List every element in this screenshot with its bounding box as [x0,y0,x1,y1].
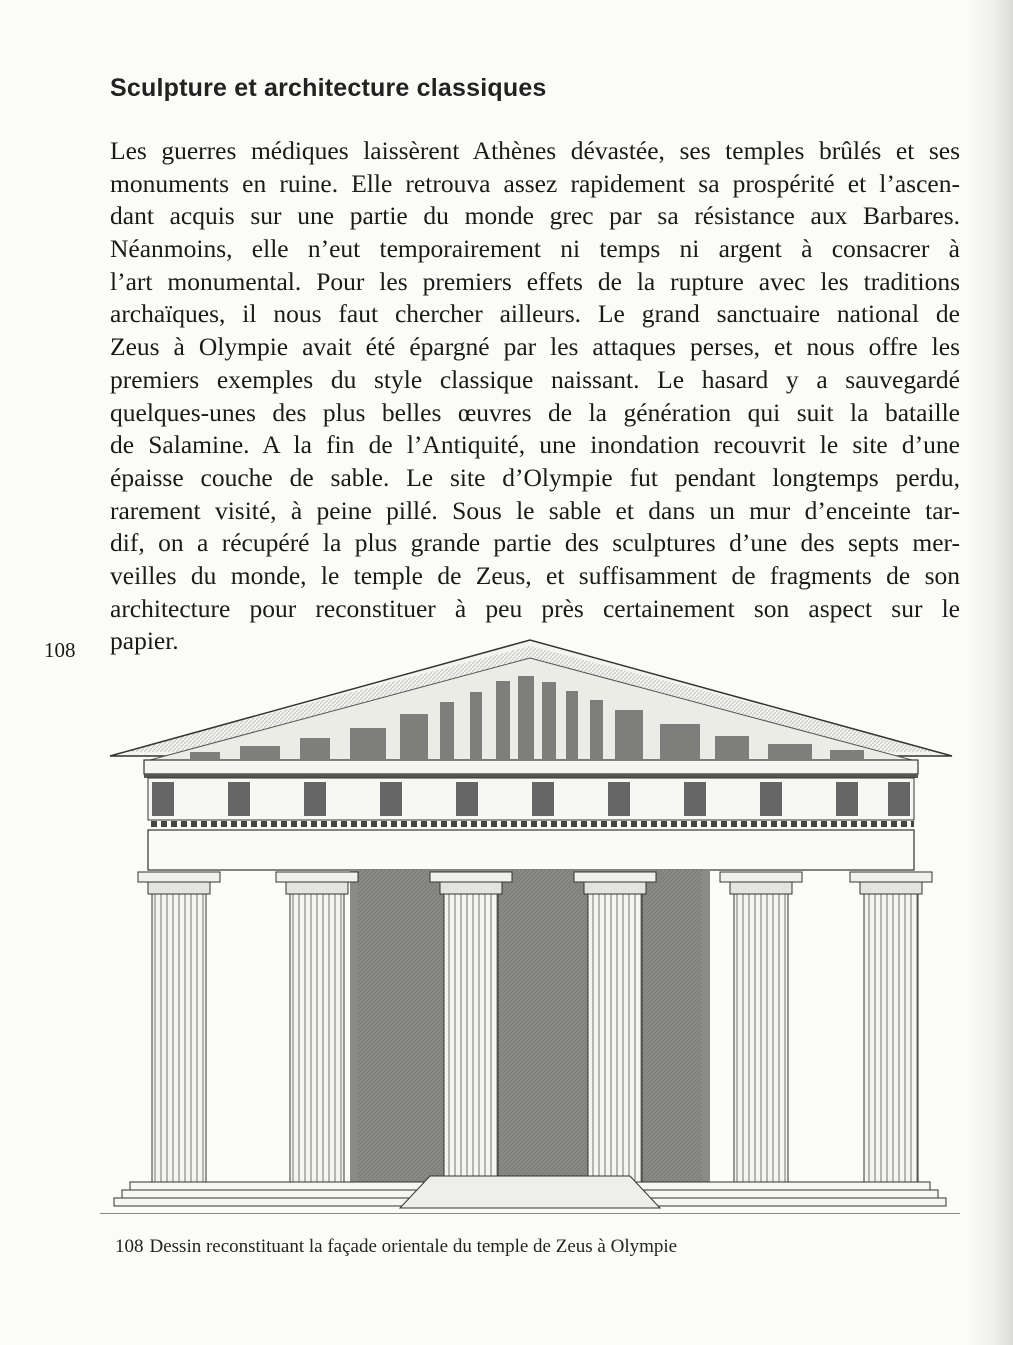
caption-rule [100,1213,960,1214]
page-edge-shadow [967,0,1013,1345]
paragraph-line: épaisse couche de sable. Le site d’Olympie fut pendant longtemps perdu, [110,462,960,492]
paragraph-line: Zeus à Olympie avait été épargné par les attaques perses, et nous offre les [110,332,960,362]
paragraph-line: Les guerres médiques laissèrent Athènes dévastée, ses temples brûlés et ses [110,136,960,165]
paragraph-line: archaïques, il nous faut chercher ailleurs. Le grand sanctuaire national de [110,299,960,329]
temple-facade-drawing-icon [100,636,962,1218]
paragraph-line: de Salamine. A la fin de l’Antiquité, une inondation recouvrit le site d’une [110,430,960,460]
paragraph-line: quelques-unes des plus belles œuvres de la génération qui suit la bataille [110,397,960,427]
section-heading: Sculpture et architecture classiques [110,74,547,102]
paragraph-line: dif, on a récupéré la plus grande partie des sculptures d’une des septs mer- [110,528,960,558]
caption-text: Dessin reconstituant la façade orientale du temple de Zeus à Olympie [149,1236,678,1257]
paragraph-line: veilles du monde, le temple de Zeus, et suffisamment de fragments de son [110,560,960,590]
figure-margin-number: 108 [44,638,76,662]
paragraph-line: premiers exemples du style classique naissant. Le hasard y a sauvegardé [110,364,960,394]
paragraph-line: dant acquis sur une partie du monde grec par sa résistance aux Barbares. [110,201,960,231]
paragraph-line: rarement visité, à peine pillé. Sous le sable et dans un mur d’enceinte tar- [110,495,960,525]
paragraph-line: papier. [110,626,179,656]
paragraph-line: monuments en ruine. Elle retrouva assez rapidement sa prospérité et l’ascen- [110,168,960,198]
figure-caption [115,1236,677,1258]
paragraph-line: l’art monumental. Pour les premiers effets de la rupture avec les traditions [110,266,960,296]
paragraph-line: architecture pour reconstituer à peu près certainement son aspect sur le [110,593,960,623]
paragraph-line: Néanmoins, elle n’eut temporairement ni temps ni argent à consacrer à [110,234,960,264]
caption-number: 108 [115,1236,144,1257]
body-paragraph [110,135,960,658]
